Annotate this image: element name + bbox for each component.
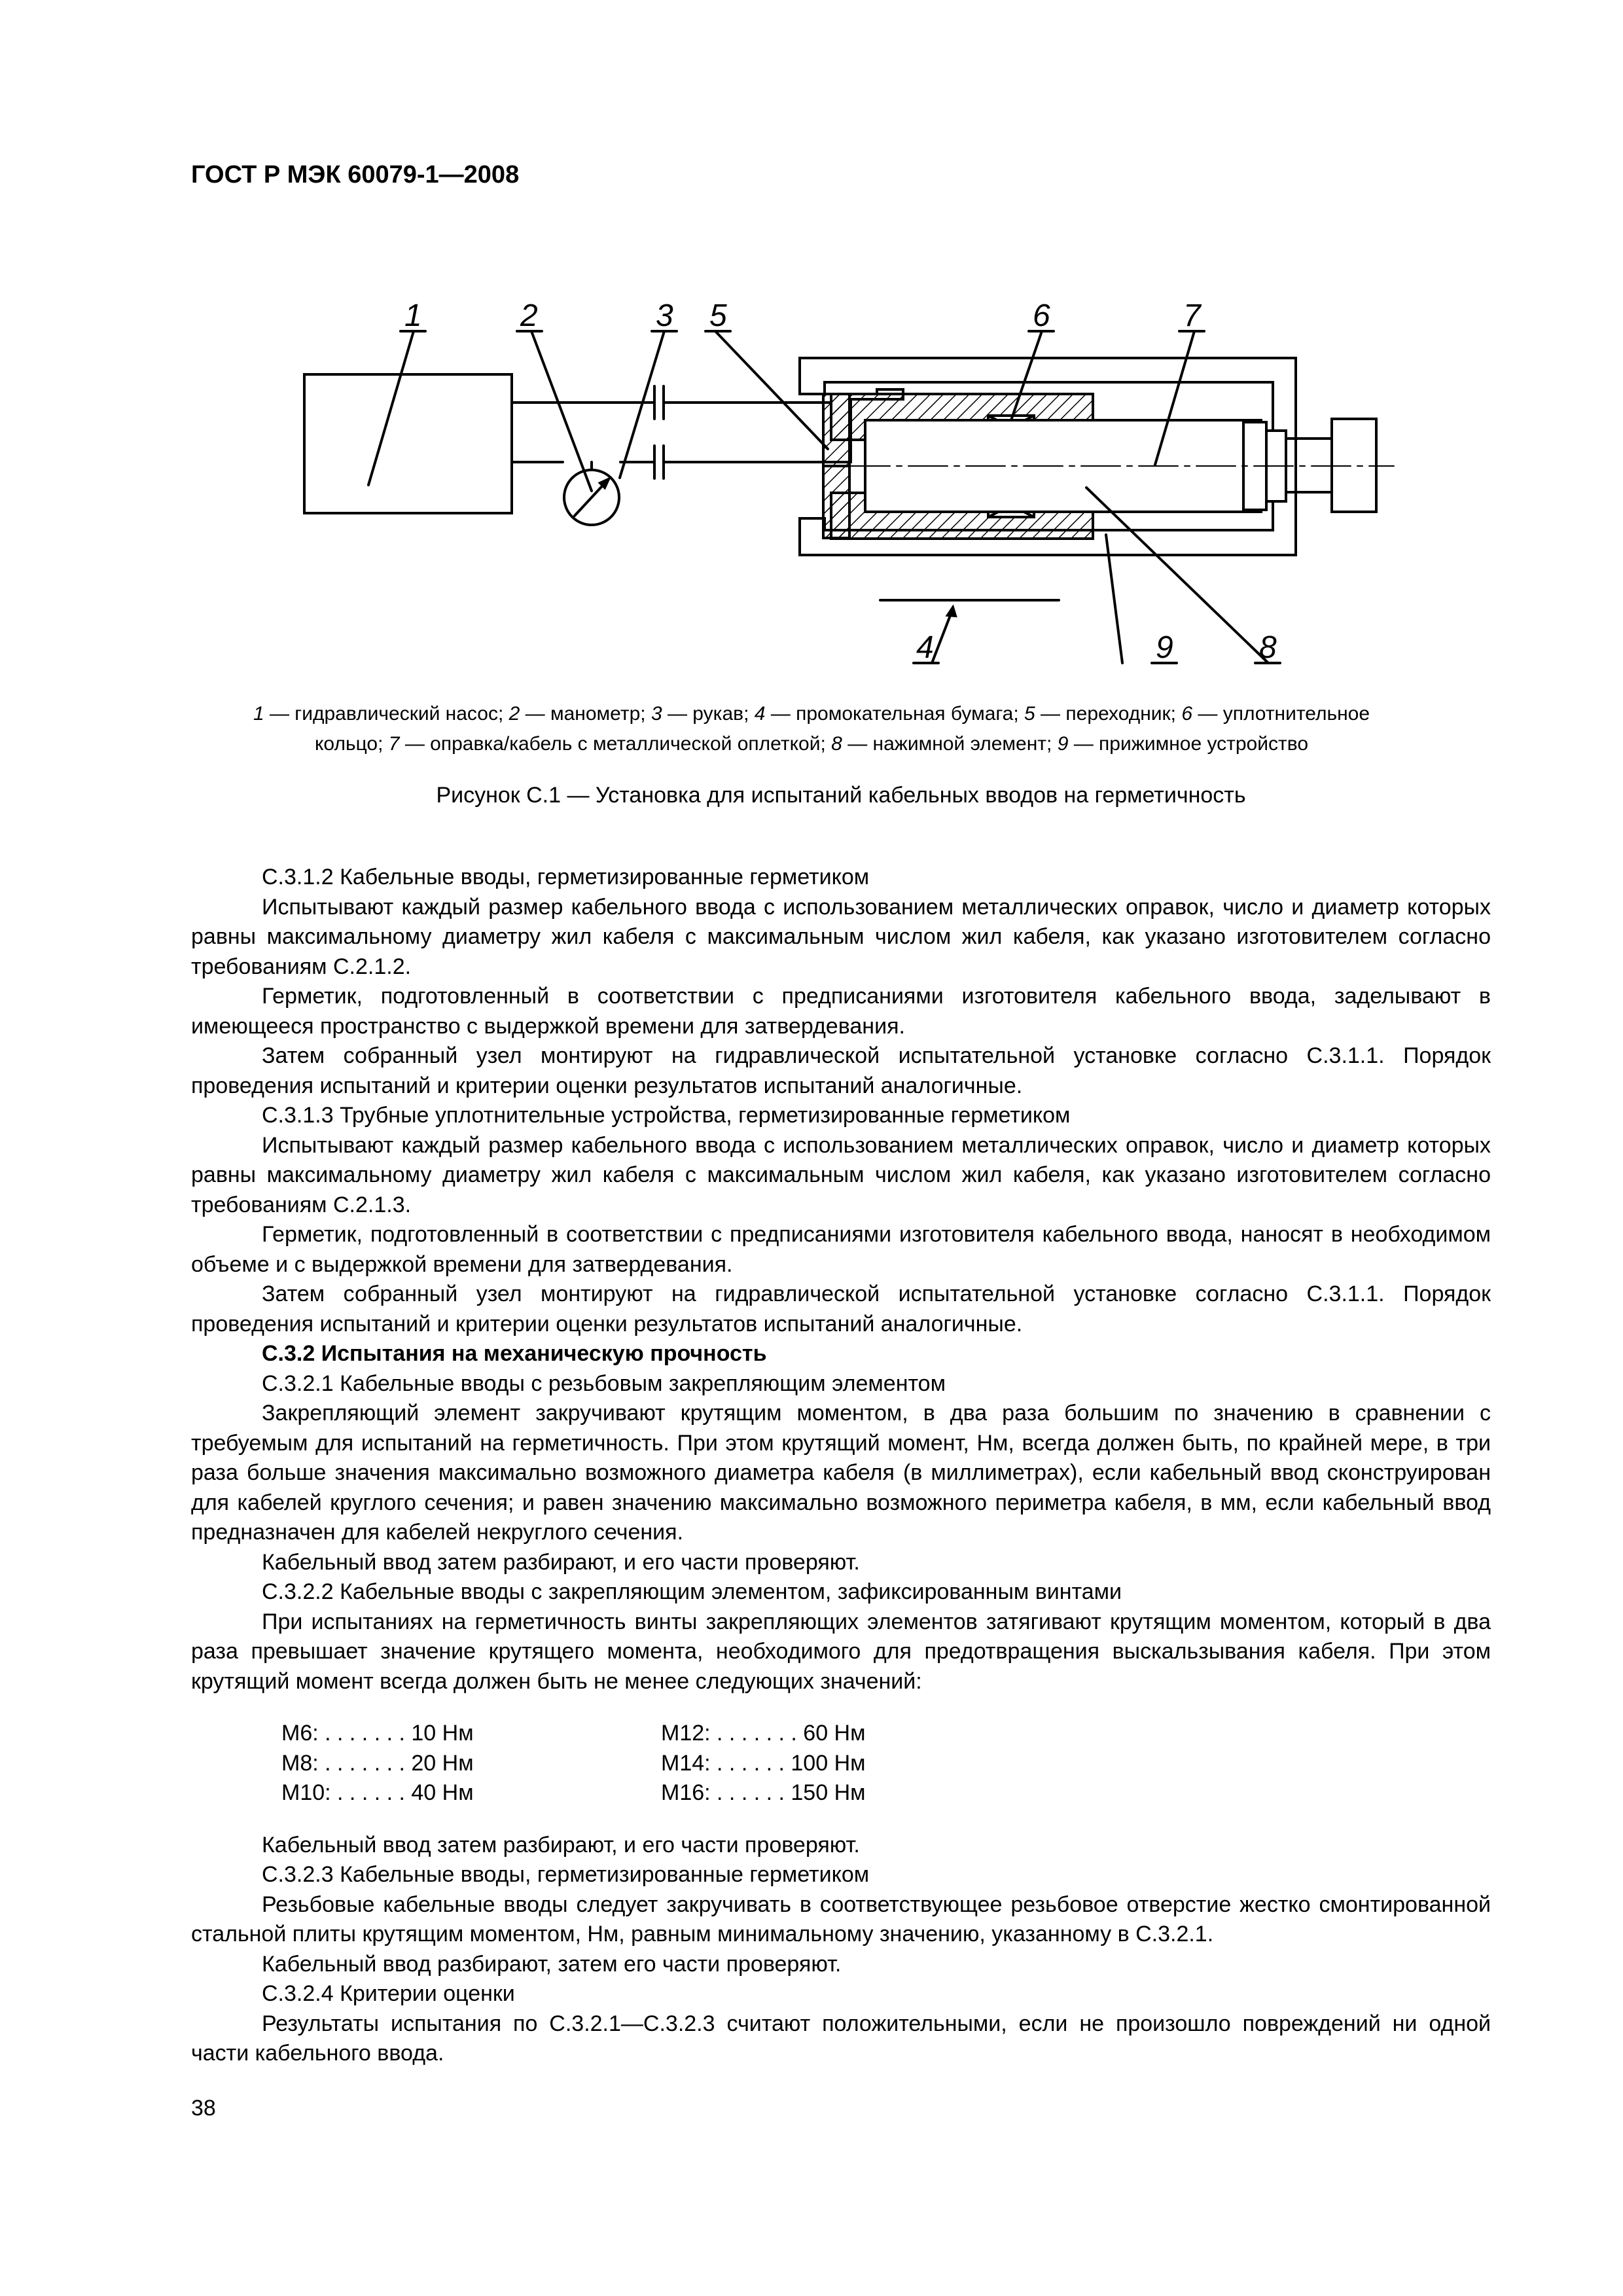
legend-number: 5 xyxy=(1024,703,1035,725)
table-row xyxy=(281,1778,866,1808)
legend-number: 6 xyxy=(1181,703,1193,725)
paragraph: При испытаниях на герметичность винты закрепляющих элементов затягивают крутящим моментом, который в два раза превышает значение крутящего момента, необходимого для предотвращения выскальзывания кабеля. При этом крутящий момент всегда должен быть не менее следующих значений: xyxy=(191,1609,1491,1694)
table-cell: М16: . . . . . . 150 Нм xyxy=(661,1780,866,1805)
section-heading: С.3.2.3 Кабельные вводы, герметизированные герметиком xyxy=(262,1862,870,1887)
figure-label: 1 xyxy=(404,298,422,333)
document-header: ГОСТ Р МЭК 60079-1—2008 xyxy=(191,161,520,188)
legend-number: 9 xyxy=(1057,733,1069,755)
paragraph: Закрепляющий элемент закручивают крутящим моментом, в два раза большим по значению в сравнении с требуемым для испытаний на герметичность. При этом крутящий момент, Нм, всегда должен быть, по крайней мере, в три раза больше значения максимально возможного диаметра кабеля (в миллиметрах), если кабельный ввод сконструирован для кабелей круглого сечения; и равен значению максимально возможного периметра кабеля, в мм, если кабельный ввод предназначен для кабелей некруглого сечения. xyxy=(191,1401,1491,1545)
legend-number: 3 xyxy=(651,703,662,725)
paragraph: Испытывают каждый размер кабельного ввода с использованием металлических оправок, число и диаметр которых равны максимальному диаметру жил кабеля с максимальным числом жил кабеля, как указано изготовителем согласно требованиям С.2.1.3. xyxy=(191,1132,1491,1217)
legend-text: — гидравлический насос; xyxy=(264,703,509,725)
test-setup-figure xyxy=(0,223,1623,681)
paragraph: Результаты испытания по С.3.2.1—С.3.2.3 считают положительными, если не произошло повреждений ни одной части кабельного ввода. xyxy=(191,2011,1491,2066)
section-heading: С.3.2.4 Критерии оценки xyxy=(262,1981,515,2006)
table-cell: М14: . . . . . . 100 Нм xyxy=(661,1750,866,1776)
legend-line xyxy=(216,729,1407,759)
figure-title: Рисунок С.1 — Установка для испытаний кабельных вводов на герметичность xyxy=(436,783,1246,808)
figure-label: 8 xyxy=(1259,630,1277,665)
figure-label: 9 xyxy=(1156,630,1173,665)
legend-number: 2 xyxy=(508,703,520,725)
legend-number: 1 xyxy=(253,703,264,725)
paragraph: Герметик, подготовленный в соответствии с предписаниями изготовителя кабельного ввода, заделывают в имеющееся пространство с выдержкой времени для затвердевания. xyxy=(191,984,1491,1039)
test-setup-drawing xyxy=(0,223,1623,681)
section-heading-bold: С.3.2 Испытания на механическую прочность xyxy=(262,1341,767,1366)
figure-label: 2 xyxy=(520,298,538,333)
figure-label: 4 xyxy=(916,630,934,665)
section-heading: С.3.1.3 Трубные уплотнительные устройства, герметизированные герметиком xyxy=(262,1103,1071,1128)
figure-label: 3 xyxy=(656,298,673,333)
table-cell: М8: . . . . . . . 20 Нм xyxy=(281,1750,474,1776)
legend-text: — нажимной элемент; xyxy=(842,733,1058,755)
table-cell: М10: . . . . . . 40 Нм xyxy=(281,1780,474,1805)
legend-number: 4 xyxy=(754,703,766,725)
legend-text: — рукав; xyxy=(662,703,755,725)
table-cell: М6: . . . . . . . 10 Нм xyxy=(281,1721,474,1746)
section-heading: С.3.1.2 Кабельные вводы, герметизированные герметиком xyxy=(262,865,870,889)
legend-line xyxy=(216,699,1407,729)
table-row xyxy=(281,1749,866,1779)
table-cell: М12: . . . . . . . 60 Нм xyxy=(661,1721,866,1746)
legend-text: — переходник; xyxy=(1035,703,1182,725)
figure-label: 5 xyxy=(709,298,727,333)
legend-text: — прижимное устройство xyxy=(1068,733,1309,755)
paragraph: Резьбовые кабельные вводы следует закручивать в соответствующее резьбовое отверстие жестко смонтированной стальной плиты крутящим моментом, Нм, равным минимальному значению, указанному в С.3.2.1. xyxy=(191,1892,1491,1946)
body-text xyxy=(191,863,1491,2069)
paragraph: Затем собранный узел монтируют на гидравлической испытательной установке согласно С.3.1.1. Порядок проведения испытаний и критерии оценки результатов испытаний аналогичные. xyxy=(191,1043,1491,1098)
page-number: 38 xyxy=(191,2096,216,2121)
figure-legend xyxy=(216,699,1407,759)
legend-text: — промокательная бумага; xyxy=(765,703,1025,725)
legend-text: кольцо; xyxy=(314,733,389,755)
legend-text: — уплотнительное xyxy=(1192,703,1370,725)
paragraph: Испытывают каждый размер кабельного ввода с использованием металлических оправок, число и диаметр которых равны максимальному диаметру жил кабеля с максимальным числом жил кабеля, как указано изготовителем согласно требованиям С.2.1.2. xyxy=(191,894,1491,979)
paragraph: Затем собранный узел монтируют на гидравлической испытательной установке согласно С.3.1.1. Порядок проведения испытаний и критерии оценки результатов испытаний аналогичные. xyxy=(191,1282,1491,1336)
legend-number: 7 xyxy=(388,733,400,755)
table-row xyxy=(281,1719,866,1749)
paragraph: Герметик, подготовленный в соответствии с предписаниями изготовителя кабельного ввода, наносят в необходимом объеме и с выдержкой времени для затвердевания. xyxy=(191,1222,1491,1277)
paragraph: Кабельный ввод затем разбирают, и его части проверяют. xyxy=(262,1549,860,1575)
paragraph: Кабельный ввод затем разбирают, и его части проверяют. xyxy=(262,1832,860,1857)
legend-text: — оправка/кабель с металлической оплеткой; xyxy=(399,733,832,755)
section-heading: С.3.2.2 Кабельные вводы с закрепляющим элементом, зафиксированным винтами xyxy=(262,1579,1122,1604)
paragraph: Кабельный ввод разбирают, затем его части проверяют. xyxy=(262,1951,842,1977)
figure-label: 6 xyxy=(1033,298,1050,333)
legend-number: 8 xyxy=(831,733,842,755)
section-heading: С.3.2.1 Кабельные вводы с резьбовым закрепляющим элементом xyxy=(262,1371,946,1396)
hydraulic-pump xyxy=(304,374,512,513)
figure-label: 7 xyxy=(1183,298,1201,333)
torque-table xyxy=(281,1719,866,1808)
legend-text: — манометр; xyxy=(520,703,651,725)
